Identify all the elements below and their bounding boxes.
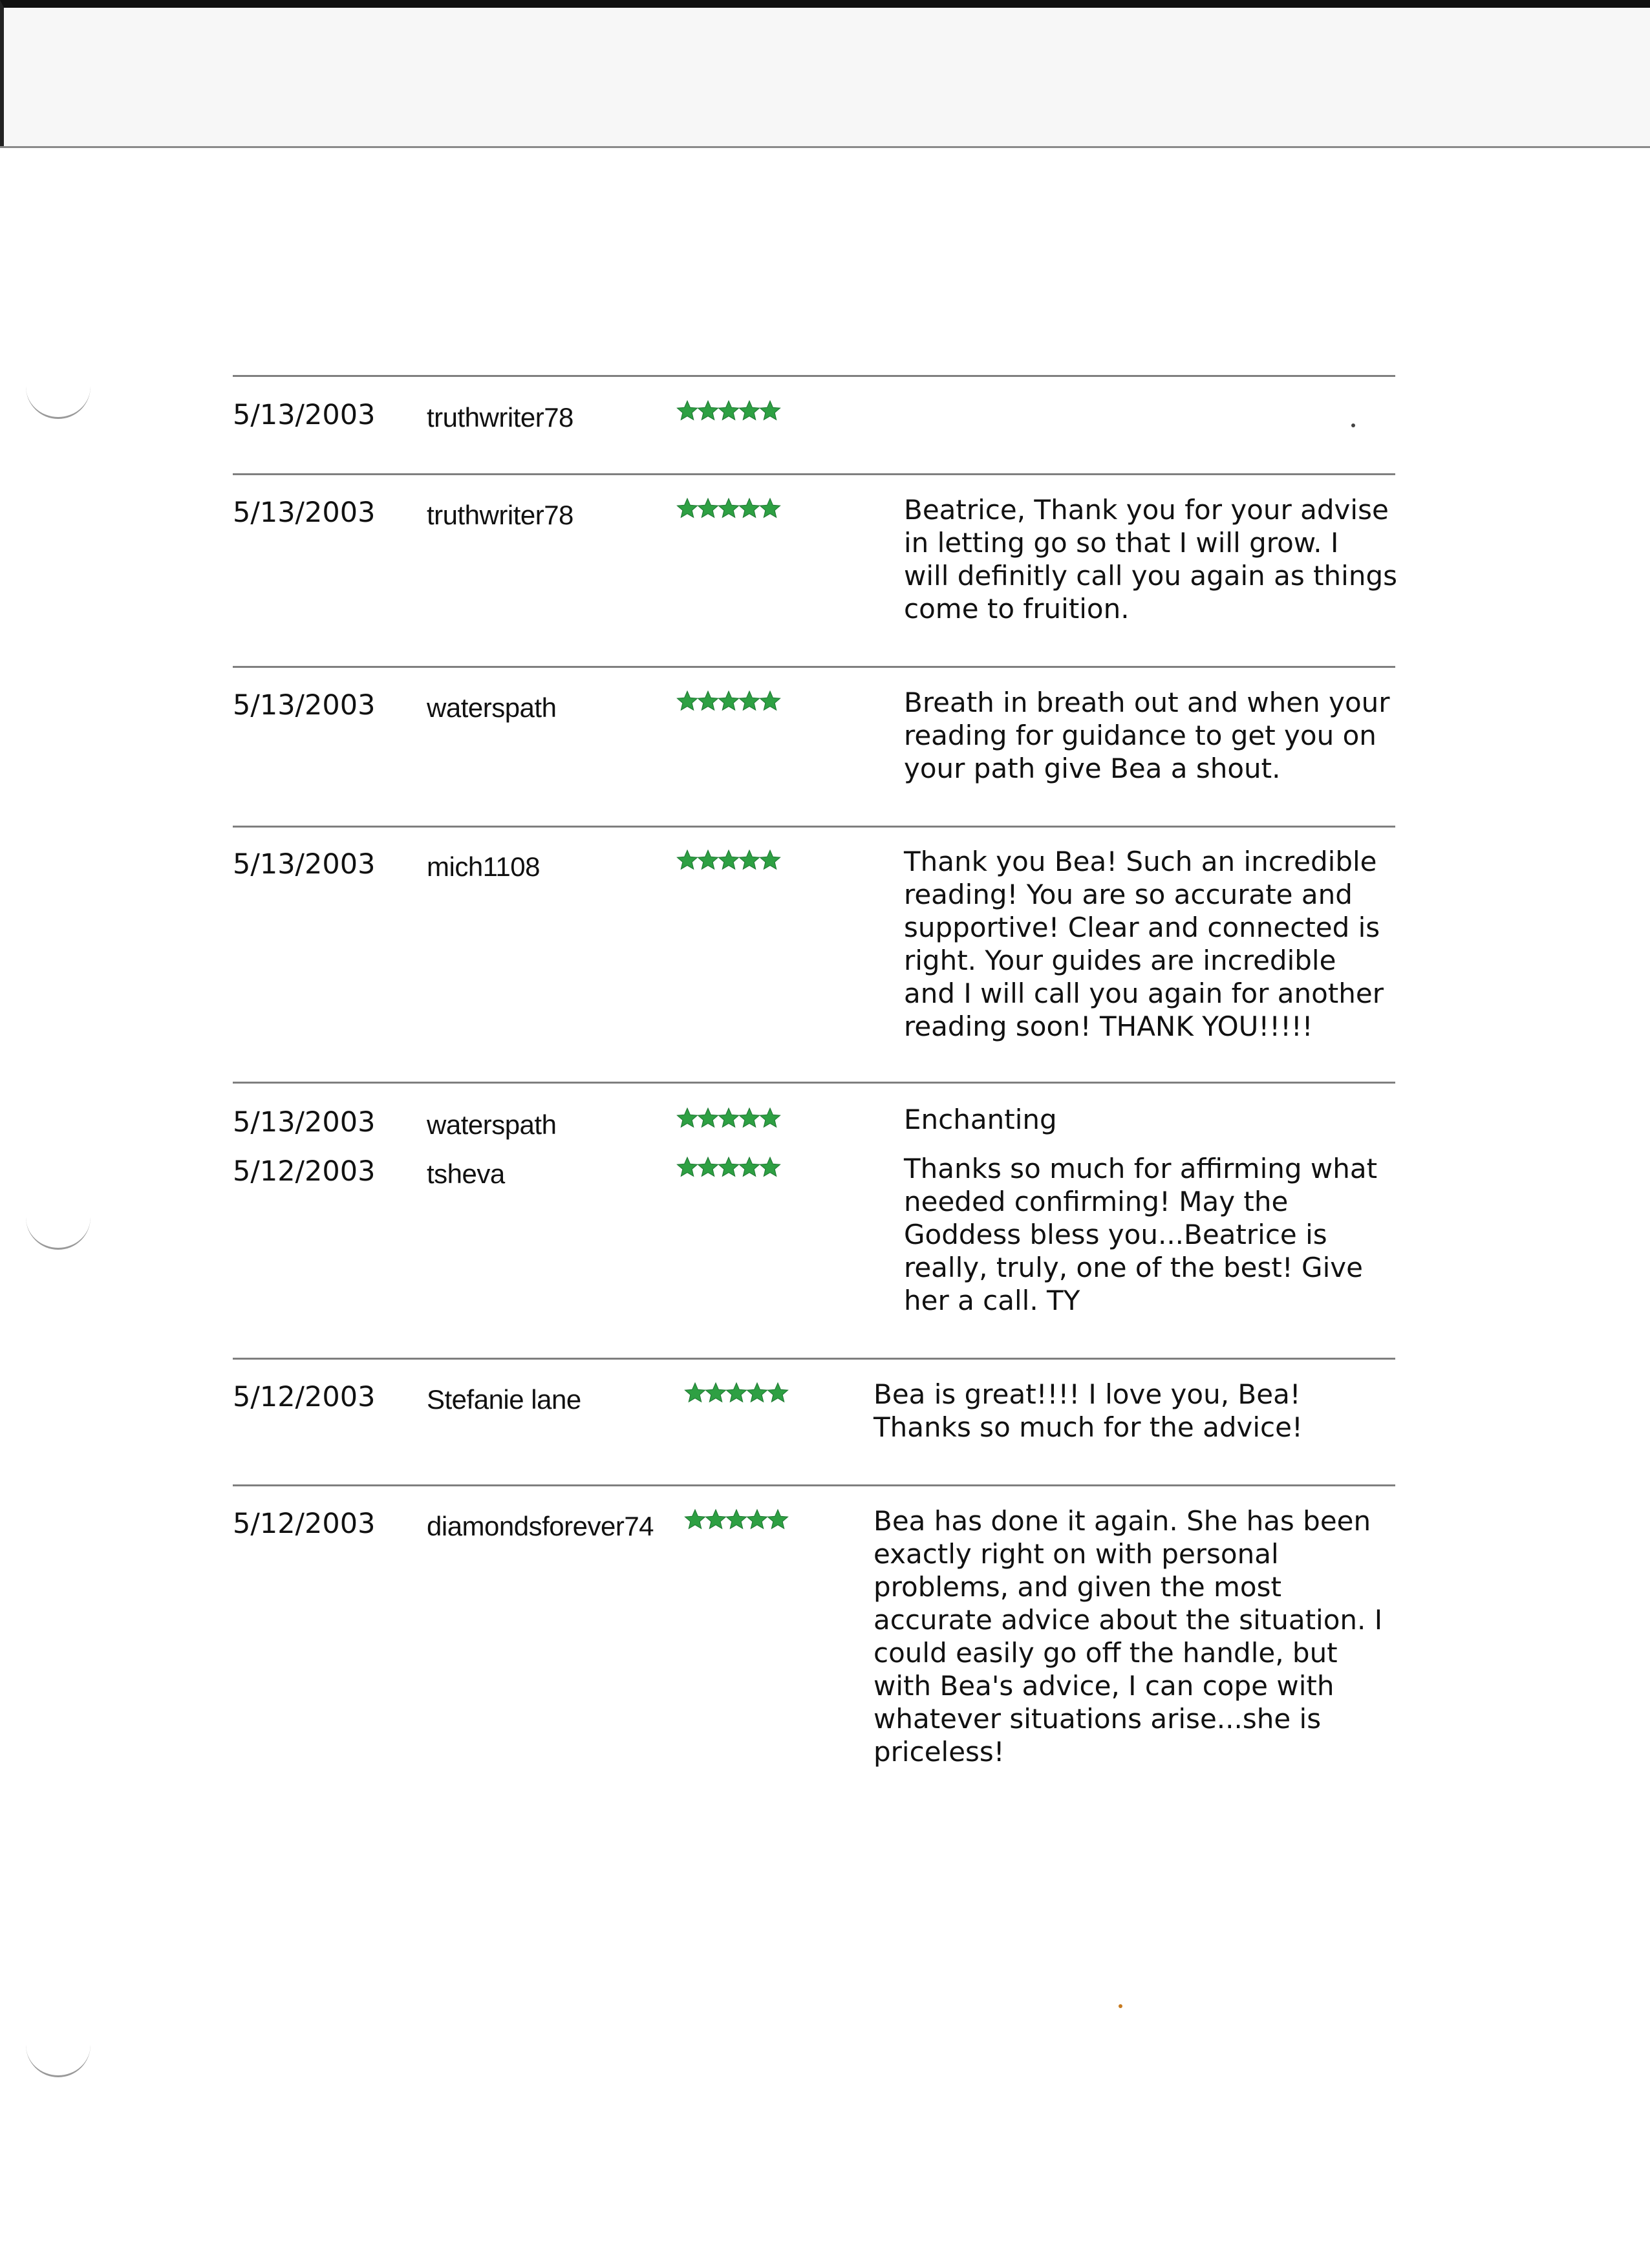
- review-comment: Bea has done it again. She has been exactly right on with personal problems, and given the most accurate advice about the situation. I could easily go off the handle, but with Bea's advice, I can cope with whatever situations arise...she is priceless!: [873, 1505, 1383, 1768]
- star-icon: [705, 1508, 727, 1530]
- star-icon: [725, 1508, 747, 1530]
- row-divider: [233, 1358, 1395, 1360]
- review-comment: Breath in breath out and when your reading for guidance to get you on your path give Bea a shout.: [904, 687, 1390, 784]
- row-divider: [233, 1082, 1395, 1084]
- reviewer-name: waterspath: [427, 1109, 557, 1140]
- review-row: [0, 493, 1650, 625]
- star-icon: [718, 849, 740, 871]
- review-comment: Beatrice, Thank you for your advise in letting go so that I will grow. I will definitly call you again as things come to fruition.: [904, 494, 1397, 625]
- review-date: 5/13/2003: [233, 1106, 376, 1139]
- star-icon: [676, 1107, 698, 1129]
- star-icon: [697, 690, 719, 712]
- star-icon: [676, 497, 698, 519]
- star-icon: [718, 400, 740, 422]
- reviewer-name: Stefanie lane: [427, 1384, 581, 1415]
- review-comment: Thank you Bea! Such an incredible reading! You are so accurate and supportive! Clear and connected is right. Your guides are incredible and I will call you again for another reading soon! THANK YOU!!!!!: [904, 846, 1384, 1042]
- review-row: [0, 1378, 1650, 1443]
- review-comment: Enchanting: [904, 1104, 1057, 1135]
- review-date: 5/12/2003: [233, 1508, 376, 1540]
- star-icon: [738, 1107, 760, 1129]
- star-icon: [746, 1382, 768, 1404]
- star-icon: [738, 690, 760, 712]
- star-icon: [746, 1508, 768, 1530]
- star-icon: [705, 1382, 727, 1404]
- star-icon: [738, 400, 760, 422]
- star-icon: [767, 1508, 789, 1530]
- review-date: 5/13/2003: [233, 399, 376, 431]
- star-icon: [697, 849, 719, 871]
- star-icon: [725, 1382, 747, 1404]
- review-row: [0, 686, 1650, 784]
- review-row: [0, 1152, 1650, 1316]
- row-divider: [233, 375, 1395, 377]
- star-icon: [718, 497, 740, 519]
- star-icon: [759, 849, 781, 871]
- reviewer-name: waterspath: [427, 692, 557, 723]
- star-rating: [684, 1382, 800, 1415]
- star-rating: [676, 690, 793, 723]
- star-icon: [684, 1508, 706, 1530]
- star-icon: [718, 690, 740, 712]
- row-divider: [233, 826, 1395, 828]
- reviewer-name: diamondsforever74: [427, 1511, 654, 1541]
- star-icon: [697, 1156, 719, 1178]
- star-icon: [676, 690, 698, 712]
- review-row: [0, 1103, 1650, 1142]
- star-icon: [718, 1156, 740, 1178]
- review-row: [0, 1504, 1650, 1768]
- star-icon: [684, 1382, 706, 1404]
- review-date: 5/13/2003: [233, 497, 376, 529]
- reviewer-name: truthwriter78: [427, 402, 573, 433]
- star-icon: [759, 1156, 781, 1178]
- star-icon: [759, 497, 781, 519]
- star-icon: [697, 400, 719, 422]
- star-icon: [759, 400, 781, 422]
- row-divider: [233, 1484, 1395, 1486]
- row-divider: [233, 473, 1395, 475]
- reviewer-name: mich1108: [427, 851, 540, 882]
- star-icon: [738, 849, 760, 871]
- review-date: 5/13/2003: [233, 689, 376, 722]
- review-date: 5/13/2003: [233, 848, 376, 881]
- star-icon: [697, 497, 719, 519]
- star-icon: [759, 1107, 781, 1129]
- review-row: [0, 845, 1650, 1042]
- star-icon: [738, 1156, 760, 1178]
- star-rating: [684, 1508, 800, 1542]
- review-date: 5/12/2003: [233, 1155, 376, 1188]
- review-comment: Thanks so much for affirming what needed confirming! May the Goddess bless you...Beatrice is really, truly, one of the best! Give her a call. TY: [904, 1153, 1378, 1316]
- star-icon: [676, 1156, 698, 1178]
- star-icon: [767, 1382, 789, 1404]
- star-icon: [759, 690, 781, 712]
- star-icon: [697, 1107, 719, 1129]
- review-comment: Bea is great!!!! I love you, Bea! Thanks so much for the advice!: [873, 1378, 1303, 1443]
- star-icon: [738, 497, 760, 519]
- star-rating: [676, 497, 793, 531]
- star-rating: [676, 1156, 793, 1190]
- row-divider: [233, 666, 1395, 668]
- review-date: 5/12/2003: [233, 1381, 376, 1413]
- star-rating: [676, 400, 793, 433]
- review-row: [0, 396, 1650, 434]
- reviewer-name: tsheva: [427, 1159, 505, 1189]
- star-rating: [676, 849, 793, 883]
- star-rating: [676, 1107, 793, 1140]
- reviewer-name: truthwriter78: [427, 500, 573, 530]
- star-icon: [718, 1107, 740, 1129]
- star-icon: [676, 849, 698, 871]
- star-icon: [676, 400, 698, 422]
